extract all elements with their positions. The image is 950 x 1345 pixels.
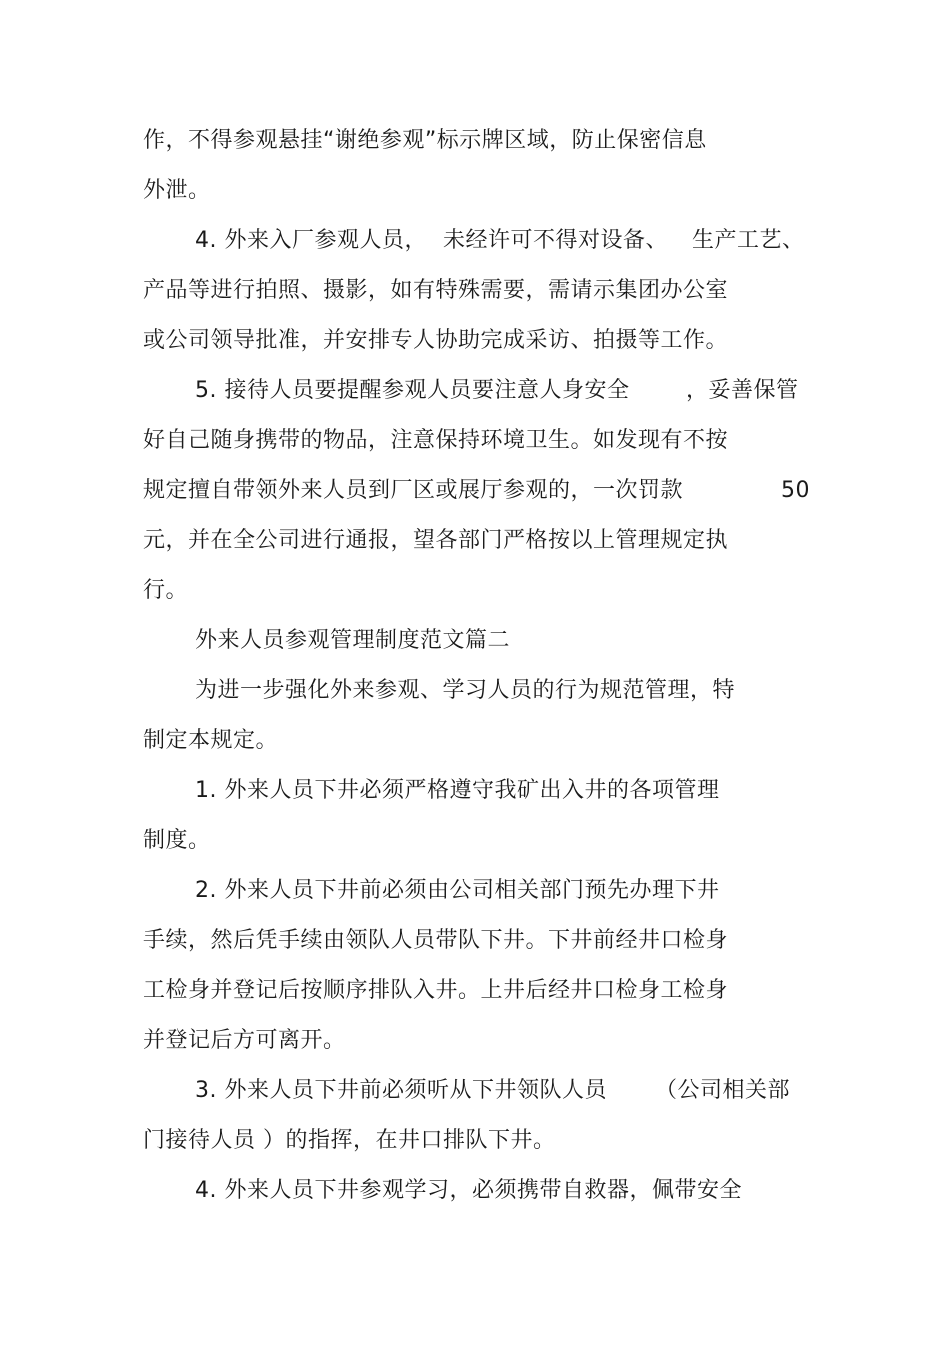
text-line: 或公司领导批准，并安排专人协助完成采访、拍摄等工作。 (143, 328, 729, 353)
text-line: 规定擅自带领外来人员到厂区或展厅参观的，一次罚款 (143, 478, 684, 503)
text-line: 50 (781, 478, 810, 503)
text-line: 并登记后方可离开。 (143, 1028, 346, 1053)
text-line: 制度。 (143, 828, 211, 853)
text-line: 行。 (143, 578, 189, 603)
text-line: 外泄。 (143, 178, 211, 203)
text-line: 3. 外来人员下井前必须听从下井领队人员 (195, 1078, 607, 1103)
text-line: 手续，然后凭手续由领队人员带队下井。下井前经井口检身 (143, 928, 729, 953)
text-line: （公司相关部 (655, 1078, 791, 1103)
text-line: 5. 接待人员要提醒参观人员要注意人身安全 (195, 378, 630, 403)
text-line: 4. 外来入厂参观人员， (195, 228, 427, 253)
text-line: 制定本规定。 (143, 728, 279, 753)
text-line: 1. 外来人员下井必须严格遵守我矿出入井的各项管理 (195, 778, 720, 803)
section-heading: 外来人员参观管理制度范文篇二 (195, 628, 511, 653)
text-line: 产品等进行拍照、摄影，如有特殊需要，需请示集团办公室 (143, 278, 729, 303)
text-line: 未经许可不得对设备、 (443, 228, 669, 253)
text-line: 元，并在全公司进行通报，望各部门严格按以上管理规定执 (143, 528, 729, 553)
text-line: 门接待人员 ）的指挥，在井口排队下井。 (143, 1128, 556, 1153)
text-line: 4. 外来人员下井参观学习，必须携带自救器，佩带安全 (195, 1178, 742, 1203)
text-line: 好自己随身携带的物品，注意保持环境卫生。如发现有不按 (143, 428, 729, 453)
text-line: 为进一步强化外来参观、学习人员的行为规范管理，特 (195, 678, 736, 703)
text-line: 作，不得参观悬挂“谢绝参观”标示牌区域，防止保密信息 (143, 128, 707, 153)
text-line: 2. 外来人员下井前必须由公司相关部门预先办理下井 (195, 878, 720, 903)
text-line: 生产工艺、 (692, 228, 805, 253)
text-line: ，妥善保管 (686, 378, 799, 403)
text-line: 工检身并登记后按顺序排队入井。上井后经井口检身工检身 (143, 978, 729, 1003)
